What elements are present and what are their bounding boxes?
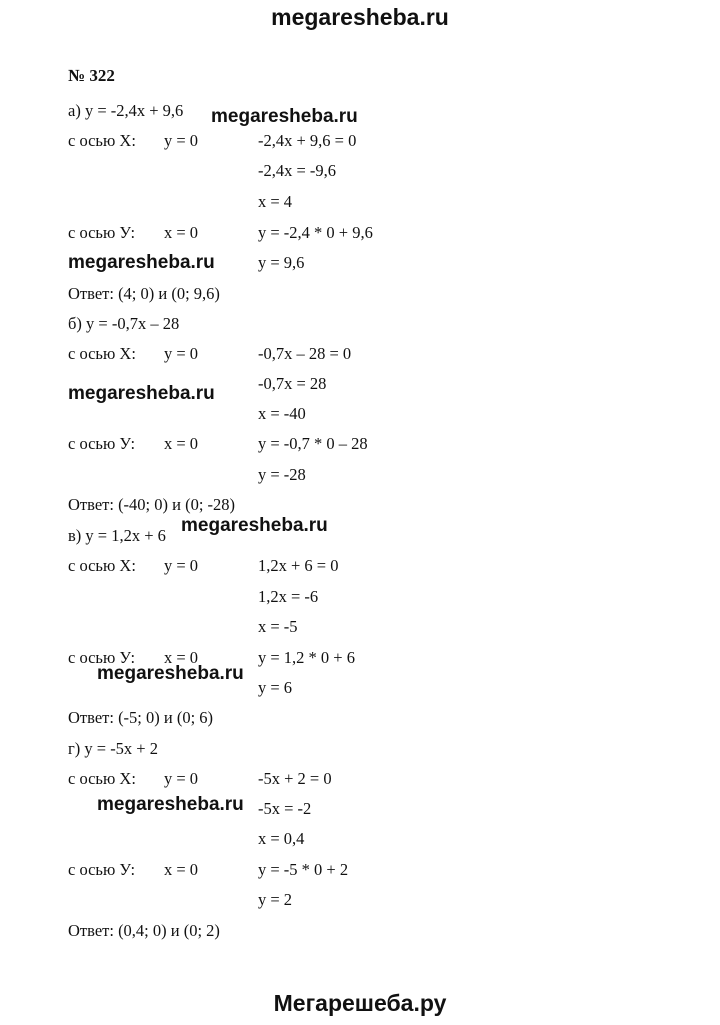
part-v-title-row xyxy=(0,523,720,549)
part-b-y-axis-row xyxy=(0,431,720,457)
site-header: megaresheba.ru xyxy=(271,4,449,30)
axis-label: с осью Х: xyxy=(68,344,136,363)
answer: Ответ: (-5; 0) и (0; 6) xyxy=(68,708,214,727)
solution-step: x = 0,4 xyxy=(258,829,305,848)
watermark: megaresheba.ru xyxy=(211,106,358,127)
axis-condition: x = 0 xyxy=(164,860,199,879)
axis-label: с осью У: xyxy=(68,434,136,453)
solution-step: x = -40 xyxy=(258,404,306,423)
part-b-title: б) y = -0,7x – 28 xyxy=(68,314,180,333)
axis-label: с осью Х: xyxy=(68,769,136,788)
part-g-title: г) y = -5x + 2 xyxy=(68,739,158,758)
solution-step: 1,2x = -6 xyxy=(258,587,319,606)
part-b-title-row xyxy=(0,311,720,337)
part-a-x-step-row xyxy=(0,158,720,184)
axis-condition: x = 0 xyxy=(164,434,199,453)
axis-label: с осью Х: xyxy=(68,131,136,150)
axis-condition: y = 0 xyxy=(164,131,199,150)
axis-label: с осью У: xyxy=(68,648,136,667)
solution-step: x = -5 xyxy=(258,617,298,636)
axis-condition: y = 0 xyxy=(164,344,199,363)
part-v-x-axis-row xyxy=(0,553,720,579)
part-a-x-axis-row xyxy=(0,128,720,154)
watermark: megaresheba.ru xyxy=(68,383,215,404)
solution-step: y = -2,4 * 0 + 9,6 xyxy=(258,223,373,242)
axis-condition: y = 0 xyxy=(164,556,199,575)
answer: Ответ: (0,4; 0) и (0; 2) xyxy=(68,921,220,940)
part-a-title-row xyxy=(0,98,720,124)
watermark: megaresheba.ru xyxy=(97,794,244,815)
solution-step: -2,4x = -9,6 xyxy=(258,161,337,180)
axis-label: с осью У: xyxy=(68,860,136,879)
axis-condition: x = 0 xyxy=(164,648,199,667)
solution-step: y = -28 xyxy=(258,465,306,484)
part-b-x-axis-row xyxy=(0,341,720,367)
problem-number: № 322 xyxy=(68,66,115,85)
watermark: megaresheba.ru xyxy=(68,252,215,273)
part-v-x-step-row xyxy=(0,584,720,610)
part-v-x-result-row xyxy=(0,614,720,640)
part-b-y-result-row xyxy=(0,462,720,488)
part-g-x-axis-row xyxy=(0,766,720,792)
solution-step: -0,7x = 28 xyxy=(258,374,327,393)
answer: Ответ: (4; 0) и (0; 9,6) xyxy=(68,284,220,303)
part-a-y-axis-row xyxy=(0,220,720,246)
solution-step: -2,4x + 9,6 = 0 xyxy=(258,131,357,150)
part-g-title-row xyxy=(0,736,720,762)
part-v-answer-row xyxy=(0,705,720,731)
solution-step: y = 2 xyxy=(258,890,293,909)
solution-step: y = 6 xyxy=(258,678,293,697)
solution-step: y = 1,2 * 0 + 6 xyxy=(258,648,355,667)
site-footer: Мегарешеба.ру xyxy=(273,990,447,1016)
solution-step: 1,2x + 6 = 0 xyxy=(258,556,339,575)
part-g-x-result-row xyxy=(0,826,720,852)
part-a-title: а) y = -2,4x + 9,6 xyxy=(68,101,184,120)
solution-step: y = -5 * 0 + 2 xyxy=(258,860,349,879)
axis-condition: x = 0 xyxy=(164,223,199,242)
part-a-answer-row xyxy=(0,281,720,307)
part-g-y-axis-row xyxy=(0,857,720,883)
solution-step: -0,7x – 28 = 0 xyxy=(258,344,352,363)
axis-label: с осью У: xyxy=(68,223,136,242)
solution-step: y = 9,6 xyxy=(258,253,305,272)
part-g-y-result-row xyxy=(0,887,720,913)
part-a-x-result-row xyxy=(0,189,720,215)
part-g-answer-row xyxy=(0,918,720,944)
answer: Ответ: (-40; 0) и (0; -28) xyxy=(68,495,236,514)
part-v-title: в) y = 1,2x + 6 xyxy=(68,526,166,545)
solution-step: -5x + 2 = 0 xyxy=(258,769,332,788)
solution-step: y = -0,7 * 0 – 28 xyxy=(258,434,368,453)
watermark: megaresheba.ru xyxy=(181,515,328,536)
solution-step: x = 4 xyxy=(258,192,293,211)
part-b-answer-row xyxy=(0,492,720,518)
axis-condition: y = 0 xyxy=(164,769,199,788)
solution-step: -5x = -2 xyxy=(258,799,312,818)
watermark: megaresheba.ru xyxy=(97,663,244,684)
axis-label: с осью Х: xyxy=(68,556,136,575)
